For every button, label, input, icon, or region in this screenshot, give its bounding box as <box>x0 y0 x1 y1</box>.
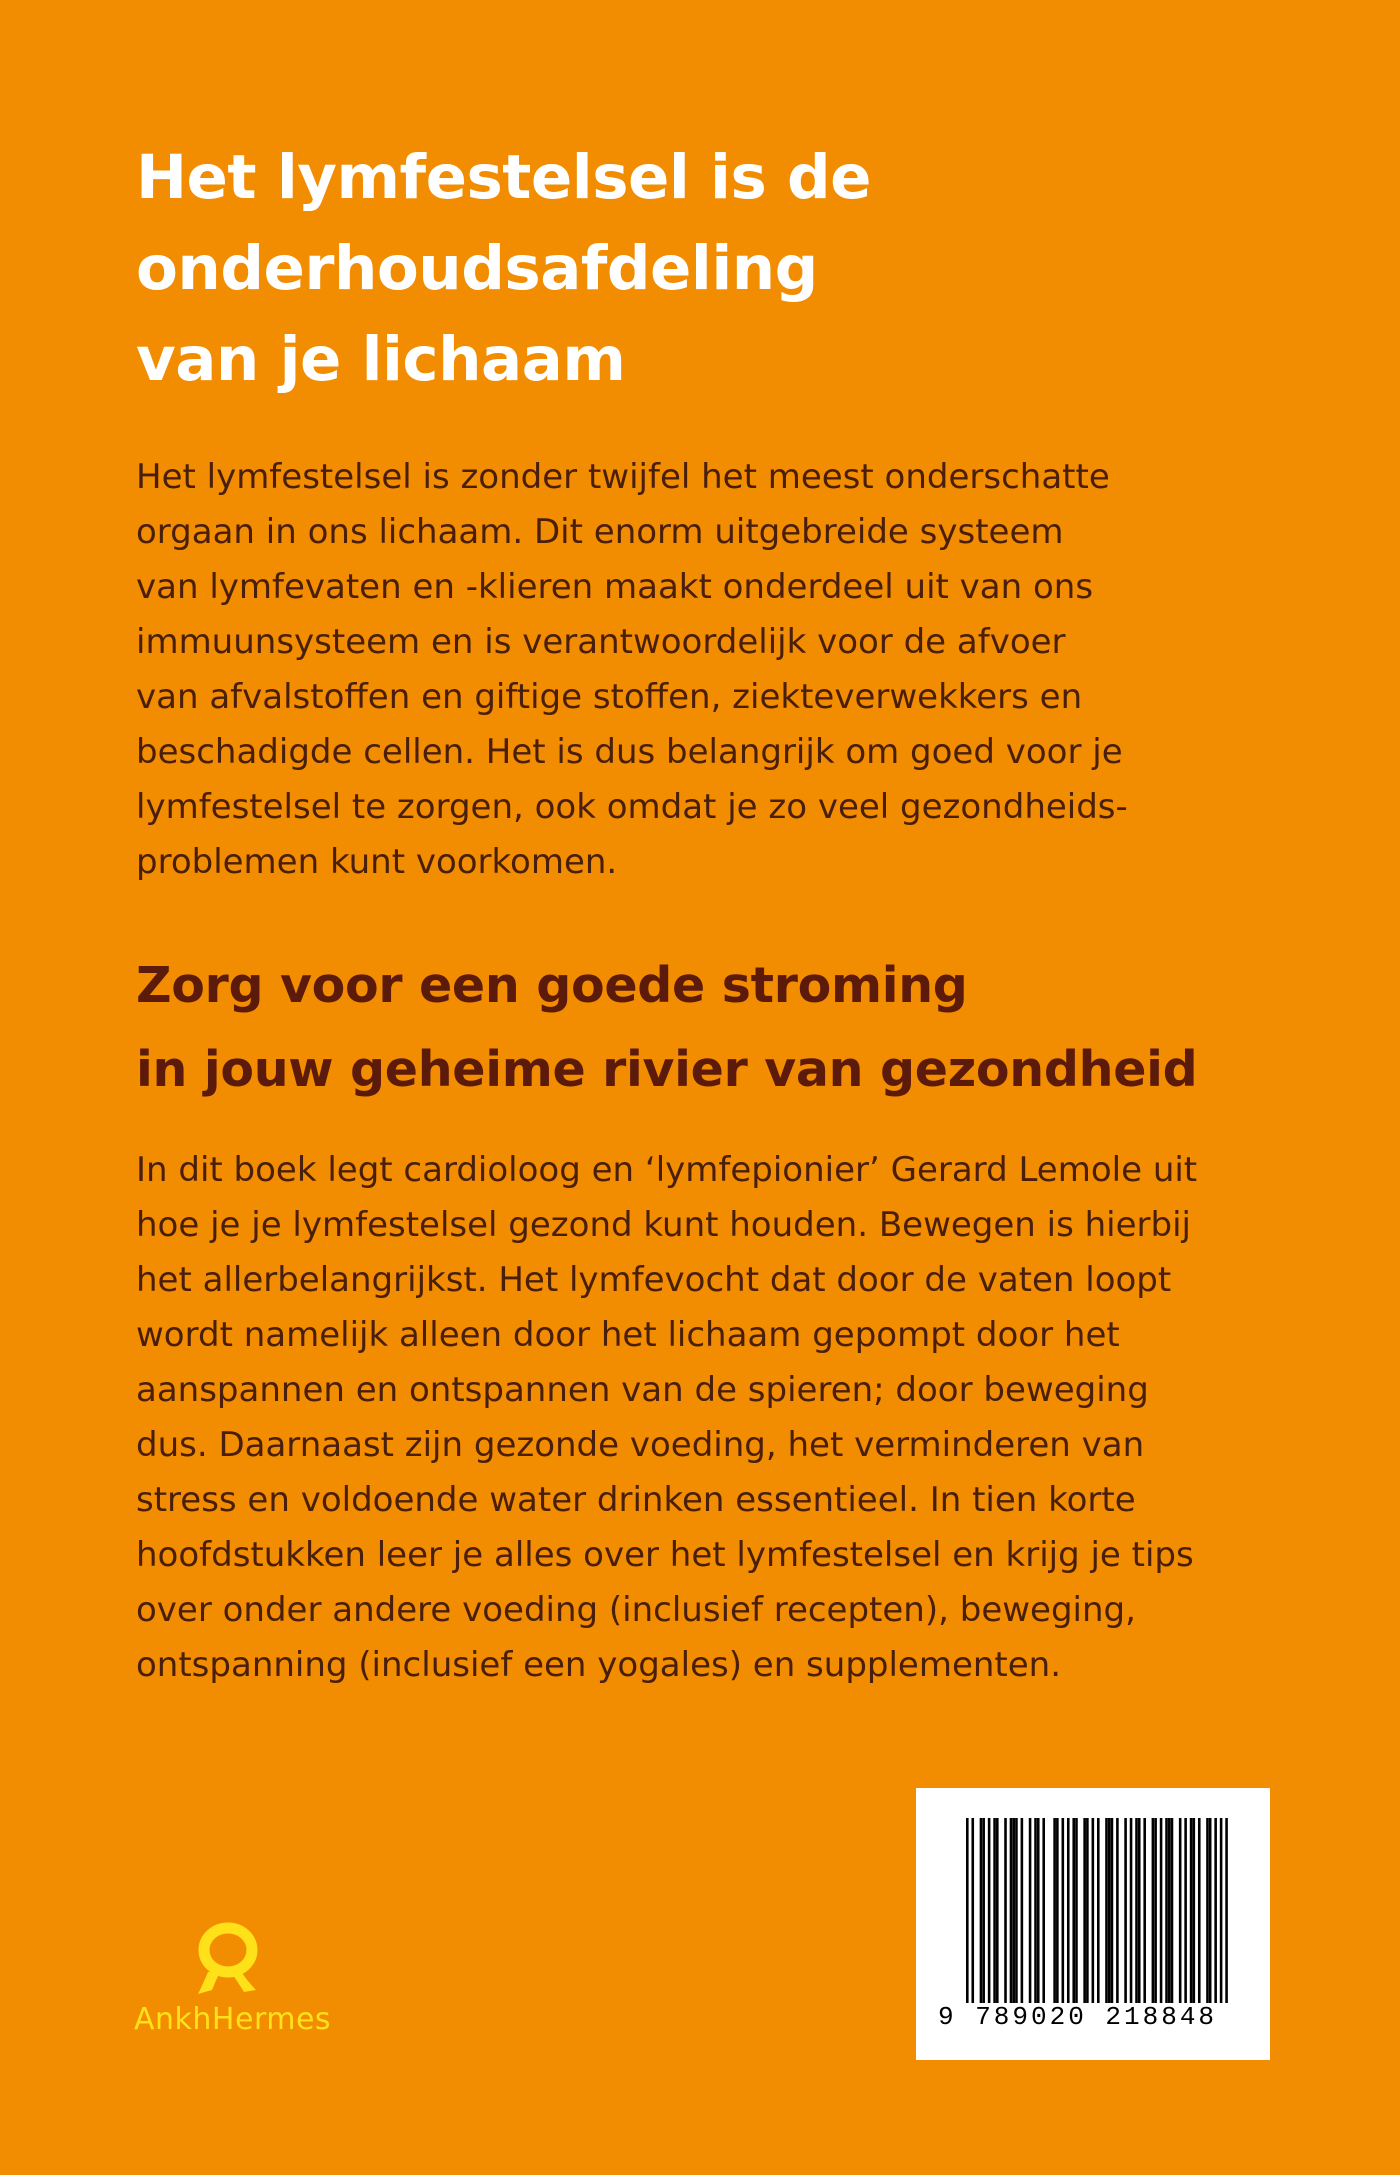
description-line: stress en voldoende water drinken essentieel. In tien korte <box>136 1480 1136 1520</box>
intro-line: beschadigde cellen. Het is dus belangrijk om goed voor je <box>136 732 1123 772</box>
intro-line: van lymfevaten en -klieren maakt onderdeel uit van ons <box>136 567 1094 607</box>
publisher-logo-icon <box>194 1920 264 1996</box>
intro-line: problemen kunt voorkomen. <box>136 842 618 882</box>
intro-line: van afvalstoffen en giftige stoffen, ziekteverwekkers en <box>136 677 1083 717</box>
description-paragraph <box>136 1143 1306 1693</box>
barcode <box>916 1788 1270 2060</box>
description-line: dus. Daarnaast zijn gezonde voeding, het verminderen van <box>136 1425 1145 1465</box>
isbn-number: 9 789020 218848 <box>938 2002 1218 2032</box>
description-line: hoofdstukken leer je alles over het lymfestelsel en krijg je tips <box>136 1535 1194 1575</box>
main-heading <box>136 132 1296 405</box>
main-heading-line: van je lichaam <box>136 324 626 395</box>
description-line: hoe je je lymfestelsel gezond kunt houden. Bewegen is hierbij <box>136 1205 1191 1245</box>
description-line: In dit boek legt cardioloog en ‘lymfepionier’ Gerard Lemole uit <box>136 1150 1198 1190</box>
sub-heading-line: in jouw geheime rivier van gezondheid <box>136 1041 1198 1098</box>
description-line: ontspanning (inclusief een yogales) en supplementen. <box>136 1645 1062 1685</box>
description-line: wordt namelijk alleen door het lichaam gepompt door het <box>136 1315 1120 1355</box>
publisher-logo <box>132 1910 352 2050</box>
sub-heading <box>136 944 1306 1112</box>
intro-line: orgaan in ons lichaam. Dit enorm uitgebreide systeem <box>136 512 1064 552</box>
description-line: aanspannen en ontspannen van de spieren; door beweging <box>136 1370 1149 1410</box>
description-line: over onder andere voeding (inclusief recepten), beweging, <box>136 1590 1136 1630</box>
intro-line: immuunsysteem en is verantwoordelijk voor de afvoer <box>136 622 1066 662</box>
main-heading-line: Het lymfestelsel is de <box>136 142 872 213</box>
sub-heading-line: Zorg voor een goede stroming <box>136 957 968 1014</box>
main-heading-line: onderhoudsafdeling <box>136 233 818 304</box>
description-line: het allerbelangrijkst. Het lymfevocht dat door de vaten loopt <box>136 1260 1172 1300</box>
intro-paragraph <box>136 450 1306 890</box>
barcode-icon <box>966 1818 1228 2003</box>
intro-line: lymfestelsel te zorgen, ook omdat je zo veel gezondheids- <box>136 787 1128 827</box>
intro-line: Het lymfestelsel is zonder twijfel het meest onderschatte <box>136 457 1110 497</box>
publisher-name: AnkhHermes <box>134 2002 332 2037</box>
